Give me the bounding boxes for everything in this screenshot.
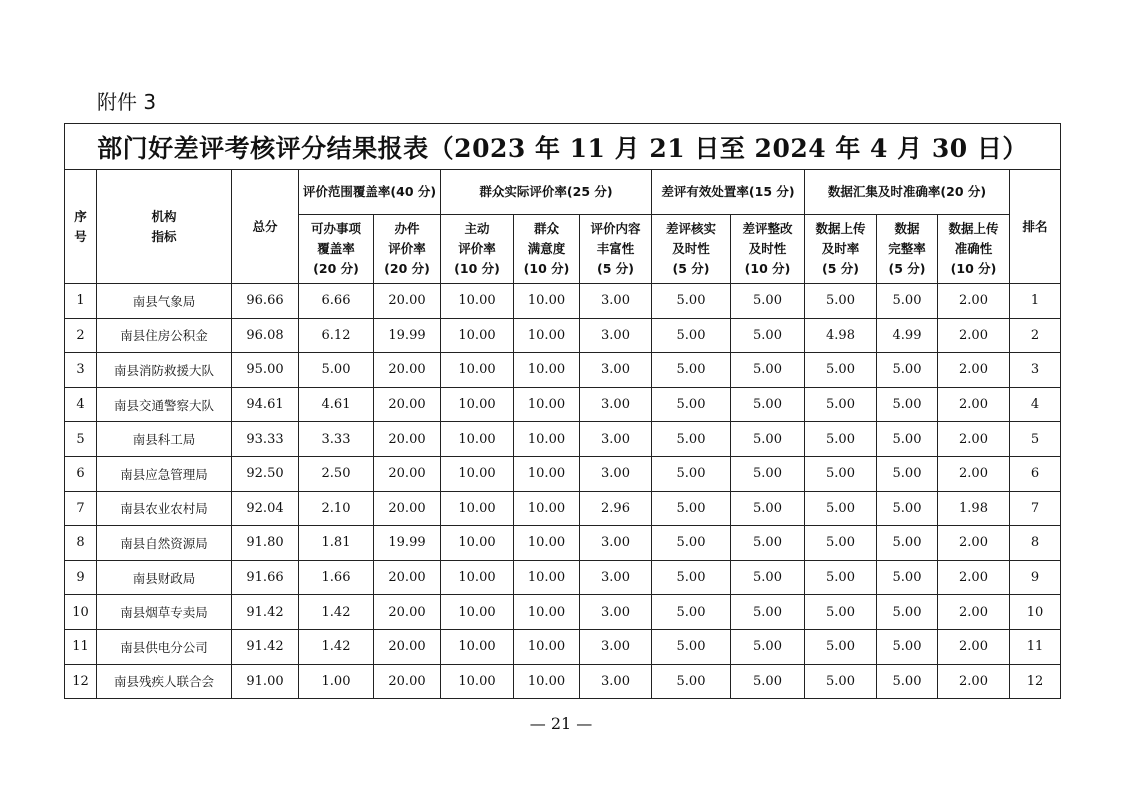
score-cell: 5.00 [877, 664, 938, 699]
seq-cell: 8 [65, 526, 97, 561]
score-cell: 2.00 [938, 664, 1010, 699]
header-total: 总分 [232, 170, 299, 284]
score-cell: 10.00 [441, 560, 514, 595]
score-cell: 2.00 [938, 387, 1010, 422]
subheader-4: 群众 满意度 (10 分) [514, 215, 580, 284]
score-cell: 2.50 [299, 456, 374, 491]
score-cell: 10.00 [441, 491, 514, 526]
score-cell: 5.00 [652, 491, 731, 526]
score-cell: 10.00 [514, 456, 580, 491]
page-number: — 21 — [529, 714, 593, 733]
score-cell: 1.98 [938, 491, 1010, 526]
header-group-evaluation: 群众实际评价率(25 分) [441, 170, 652, 215]
rank-cell: 1 [1010, 284, 1061, 319]
score-cell: 4.99 [877, 318, 938, 353]
seq-cell: 9 [65, 560, 97, 595]
table-row [65, 353, 1061, 388]
table-row [65, 318, 1061, 353]
score-cell: 10.00 [514, 664, 580, 699]
score-cell: 5.00 [877, 491, 938, 526]
score-cell: 93.33 [232, 422, 299, 457]
score-cell: 10.00 [441, 422, 514, 457]
score-cell: 10.00 [441, 664, 514, 699]
table-row [65, 526, 1061, 561]
score-report-table [64, 123, 1061, 699]
score-cell: 5.00 [805, 422, 877, 457]
score-cell: 10.00 [514, 560, 580, 595]
score-cell: 5.00 [731, 629, 805, 664]
score-cell: 3.00 [580, 560, 652, 595]
unit-name-cell: 南县供电分公司 [97, 629, 232, 664]
seq-cell: 12 [65, 664, 97, 699]
unit-name-cell: 南县科工局 [97, 422, 232, 457]
score-cell: 5.00 [877, 456, 938, 491]
table-row [65, 629, 1061, 664]
score-cell: 20.00 [374, 595, 441, 630]
score-cell: 5.00 [652, 353, 731, 388]
score-cell: 5.00 [877, 284, 938, 319]
score-cell: 3.00 [580, 456, 652, 491]
seq-cell: 1 [65, 284, 97, 319]
score-cell: 10.00 [514, 491, 580, 526]
table-row [65, 664, 1061, 699]
score-cell: 10.00 [514, 595, 580, 630]
score-cell: 3.00 [580, 353, 652, 388]
score-cell: 5.00 [805, 595, 877, 630]
score-cell: 10.00 [514, 422, 580, 457]
score-cell: 10.00 [514, 284, 580, 319]
score-cell: 2.00 [938, 595, 1010, 630]
rank-cell: 7 [1010, 491, 1061, 526]
rank-cell: 3 [1010, 353, 1061, 388]
table-row [65, 387, 1061, 422]
score-cell: 5.00 [731, 595, 805, 630]
table-row [65, 422, 1061, 457]
score-cell: 20.00 [374, 456, 441, 491]
rank-cell: 8 [1010, 526, 1061, 561]
subheader-1: 可办事项 覆盖率 (20 分) [299, 215, 374, 284]
unit-name-cell: 南县气象局 [97, 284, 232, 319]
score-cell: 19.99 [374, 318, 441, 353]
score-cell: 10.00 [441, 526, 514, 561]
score-cell: 3.00 [580, 284, 652, 319]
table-row [65, 284, 1061, 319]
score-cell: 5.00 [652, 387, 731, 422]
score-cell: 92.50 [232, 456, 299, 491]
score-cell: 94.61 [232, 387, 299, 422]
score-cell: 5.00 [731, 353, 805, 388]
score-cell: 5.00 [731, 526, 805, 561]
score-cell: 3.00 [580, 422, 652, 457]
table-row [65, 456, 1061, 491]
score-cell: 5.00 [731, 491, 805, 526]
report-title: 部门好差评考核评分结果报表（2023 年 11 月 21 日至 2024 年 4 月 30 日） [65, 124, 1061, 170]
subheader-8: 数据上传 及时率 (5 分) [805, 215, 877, 284]
score-cell: 5.00 [731, 387, 805, 422]
score-cell: 3.00 [580, 595, 652, 630]
header-group-disposal: 差评有效处置率(15 分) [652, 170, 805, 215]
score-cell: 10.00 [441, 387, 514, 422]
unit-name-cell: 南县残疾人联合会 [97, 664, 232, 699]
seq-cell: 11 [65, 629, 97, 664]
score-cell: 5.00 [805, 387, 877, 422]
score-cell: 91.80 [232, 526, 299, 561]
score-cell: 2.00 [938, 284, 1010, 319]
score-cell: 20.00 [374, 422, 441, 457]
score-cell: 96.66 [232, 284, 299, 319]
score-cell: 5.00 [299, 353, 374, 388]
score-cell: 2.00 [938, 629, 1010, 664]
score-cell: 91.00 [232, 664, 299, 699]
score-cell: 5.00 [652, 560, 731, 595]
score-cell: 5.00 [877, 387, 938, 422]
rank-cell: 9 [1010, 560, 1061, 595]
seq-cell: 3 [65, 353, 97, 388]
unit-name-cell: 南县自然资源局 [97, 526, 232, 561]
score-cell: 92.04 [232, 491, 299, 526]
score-cell: 10.00 [441, 456, 514, 491]
score-cell: 5.00 [652, 422, 731, 457]
score-cell: 5.00 [877, 595, 938, 630]
score-cell: 3.00 [580, 629, 652, 664]
table-row [65, 560, 1061, 595]
score-cell: 5.00 [877, 353, 938, 388]
score-cell: 2.00 [938, 353, 1010, 388]
score-cell: 20.00 [374, 491, 441, 526]
table-row [65, 595, 1061, 630]
score-cell: 10.00 [441, 318, 514, 353]
score-cell: 5.00 [877, 560, 938, 595]
score-cell: 2.96 [580, 491, 652, 526]
score-cell: 5.00 [805, 284, 877, 319]
score-cell: 5.00 [731, 456, 805, 491]
score-cell: 5.00 [652, 284, 731, 319]
score-cell: 5.00 [877, 422, 938, 457]
unit-name-cell: 南县消防救援大队 [97, 353, 232, 388]
score-cell: 96.08 [232, 318, 299, 353]
score-cell: 91.66 [232, 560, 299, 595]
score-cell: 5.00 [652, 456, 731, 491]
score-cell: 5.00 [805, 491, 877, 526]
score-cell: 1.66 [299, 560, 374, 595]
rank-cell: 6 [1010, 456, 1061, 491]
score-cell: 20.00 [374, 353, 441, 388]
score-cell: 4.61 [299, 387, 374, 422]
score-cell: 2.00 [938, 526, 1010, 561]
score-cell: 5.00 [652, 595, 731, 630]
seq-cell: 6 [65, 456, 97, 491]
seq-cell: 7 [65, 491, 97, 526]
score-cell: 6.12 [299, 318, 374, 353]
score-cell: 1.42 [299, 629, 374, 664]
table-row [65, 491, 1061, 526]
score-cell: 10.00 [441, 629, 514, 664]
score-cell: 3.00 [580, 664, 652, 699]
header-seq: 序 号 [65, 170, 97, 284]
score-cell: 1.81 [299, 526, 374, 561]
attachment-label: 附件 3 [97, 90, 157, 114]
score-cell: 10.00 [514, 629, 580, 664]
score-cell: 5.00 [805, 353, 877, 388]
rank-cell: 5 [1010, 422, 1061, 457]
subheader-5: 评价内容 丰富性 (5 分) [580, 215, 652, 284]
score-cell: 5.00 [731, 318, 805, 353]
header-group-data: 数据汇集及时准确率(20 分) [805, 170, 1010, 215]
score-cell: 20.00 [374, 560, 441, 595]
subheader-6: 差评核实 及时性 (5 分) [652, 215, 731, 284]
unit-name-cell: 南县住房公积金 [97, 318, 232, 353]
score-cell: 10.00 [441, 595, 514, 630]
score-cell: 5.00 [731, 284, 805, 319]
score-cell: 5.00 [652, 629, 731, 664]
seq-cell: 10 [65, 595, 97, 630]
score-cell: 5.00 [805, 629, 877, 664]
unit-name-cell: 南县交通警察大队 [97, 387, 232, 422]
rank-cell: 2 [1010, 318, 1061, 353]
score-cell: 3.00 [580, 387, 652, 422]
score-cell: 10.00 [441, 353, 514, 388]
unit-name-cell: 南县烟草专卖局 [97, 595, 232, 630]
score-cell: 5.00 [877, 526, 938, 561]
score-cell: 10.00 [441, 284, 514, 319]
score-cell: 10.00 [514, 318, 580, 353]
score-cell: 2.00 [938, 318, 1010, 353]
header-group-coverage: 评价范围覆盖率(40 分) [299, 170, 441, 215]
subheader-9: 数据 完整率 (5 分) [877, 215, 938, 284]
score-cell: 91.42 [232, 595, 299, 630]
score-cell: 3.00 [580, 318, 652, 353]
score-cell: 5.00 [877, 629, 938, 664]
subheader-3: 主动 评价率 (10 分) [441, 215, 514, 284]
score-cell: 2.00 [938, 456, 1010, 491]
seq-cell: 5 [65, 422, 97, 457]
score-cell: 5.00 [731, 560, 805, 595]
score-cell: 5.00 [731, 422, 805, 457]
score-cell: 10.00 [514, 526, 580, 561]
rank-cell: 10 [1010, 595, 1061, 630]
score-cell: 5.00 [805, 456, 877, 491]
score-cell: 10.00 [514, 353, 580, 388]
subheader-10: 数据上传 准确性 (10 分) [938, 215, 1010, 284]
score-cell: 1.42 [299, 595, 374, 630]
score-cell: 20.00 [374, 387, 441, 422]
subheader-7: 差评整改 及时性 (10 分) [731, 215, 805, 284]
rank-cell: 12 [1010, 664, 1061, 699]
score-cell: 5.00 [805, 664, 877, 699]
score-cell: 5.00 [805, 560, 877, 595]
header-org: 机构 指标 [97, 170, 232, 284]
score-cell: 5.00 [652, 526, 731, 561]
score-cell: 91.42 [232, 629, 299, 664]
subheader-2: 办件 评价率 (20 分) [374, 215, 441, 284]
score-cell: 5.00 [652, 318, 731, 353]
score-cell: 95.00 [232, 353, 299, 388]
unit-name-cell: 南县农业农村局 [97, 491, 232, 526]
score-cell: 2.10 [299, 491, 374, 526]
score-cell: 3.33 [299, 422, 374, 457]
score-cell: 20.00 [374, 629, 441, 664]
score-cell: 10.00 [514, 387, 580, 422]
score-cell: 2.00 [938, 560, 1010, 595]
rank-cell: 4 [1010, 387, 1061, 422]
score-cell: 5.00 [731, 664, 805, 699]
rank-cell: 11 [1010, 629, 1061, 664]
header-rank: 排名 [1010, 170, 1061, 284]
score-cell: 20.00 [374, 664, 441, 699]
seq-cell: 2 [65, 318, 97, 353]
score-cell: 5.00 [805, 526, 877, 561]
score-cell: 20.00 [374, 284, 441, 319]
score-cell: 6.66 [299, 284, 374, 319]
score-cell: 3.00 [580, 526, 652, 561]
unit-name-cell: 南县应急管理局 [97, 456, 232, 491]
seq-cell: 4 [65, 387, 97, 422]
score-cell: 1.00 [299, 664, 374, 699]
score-cell: 19.99 [374, 526, 441, 561]
score-cell: 5.00 [652, 664, 731, 699]
score-cell: 2.00 [938, 422, 1010, 457]
score-cell: 4.98 [805, 318, 877, 353]
unit-name-cell: 南县财政局 [97, 560, 232, 595]
